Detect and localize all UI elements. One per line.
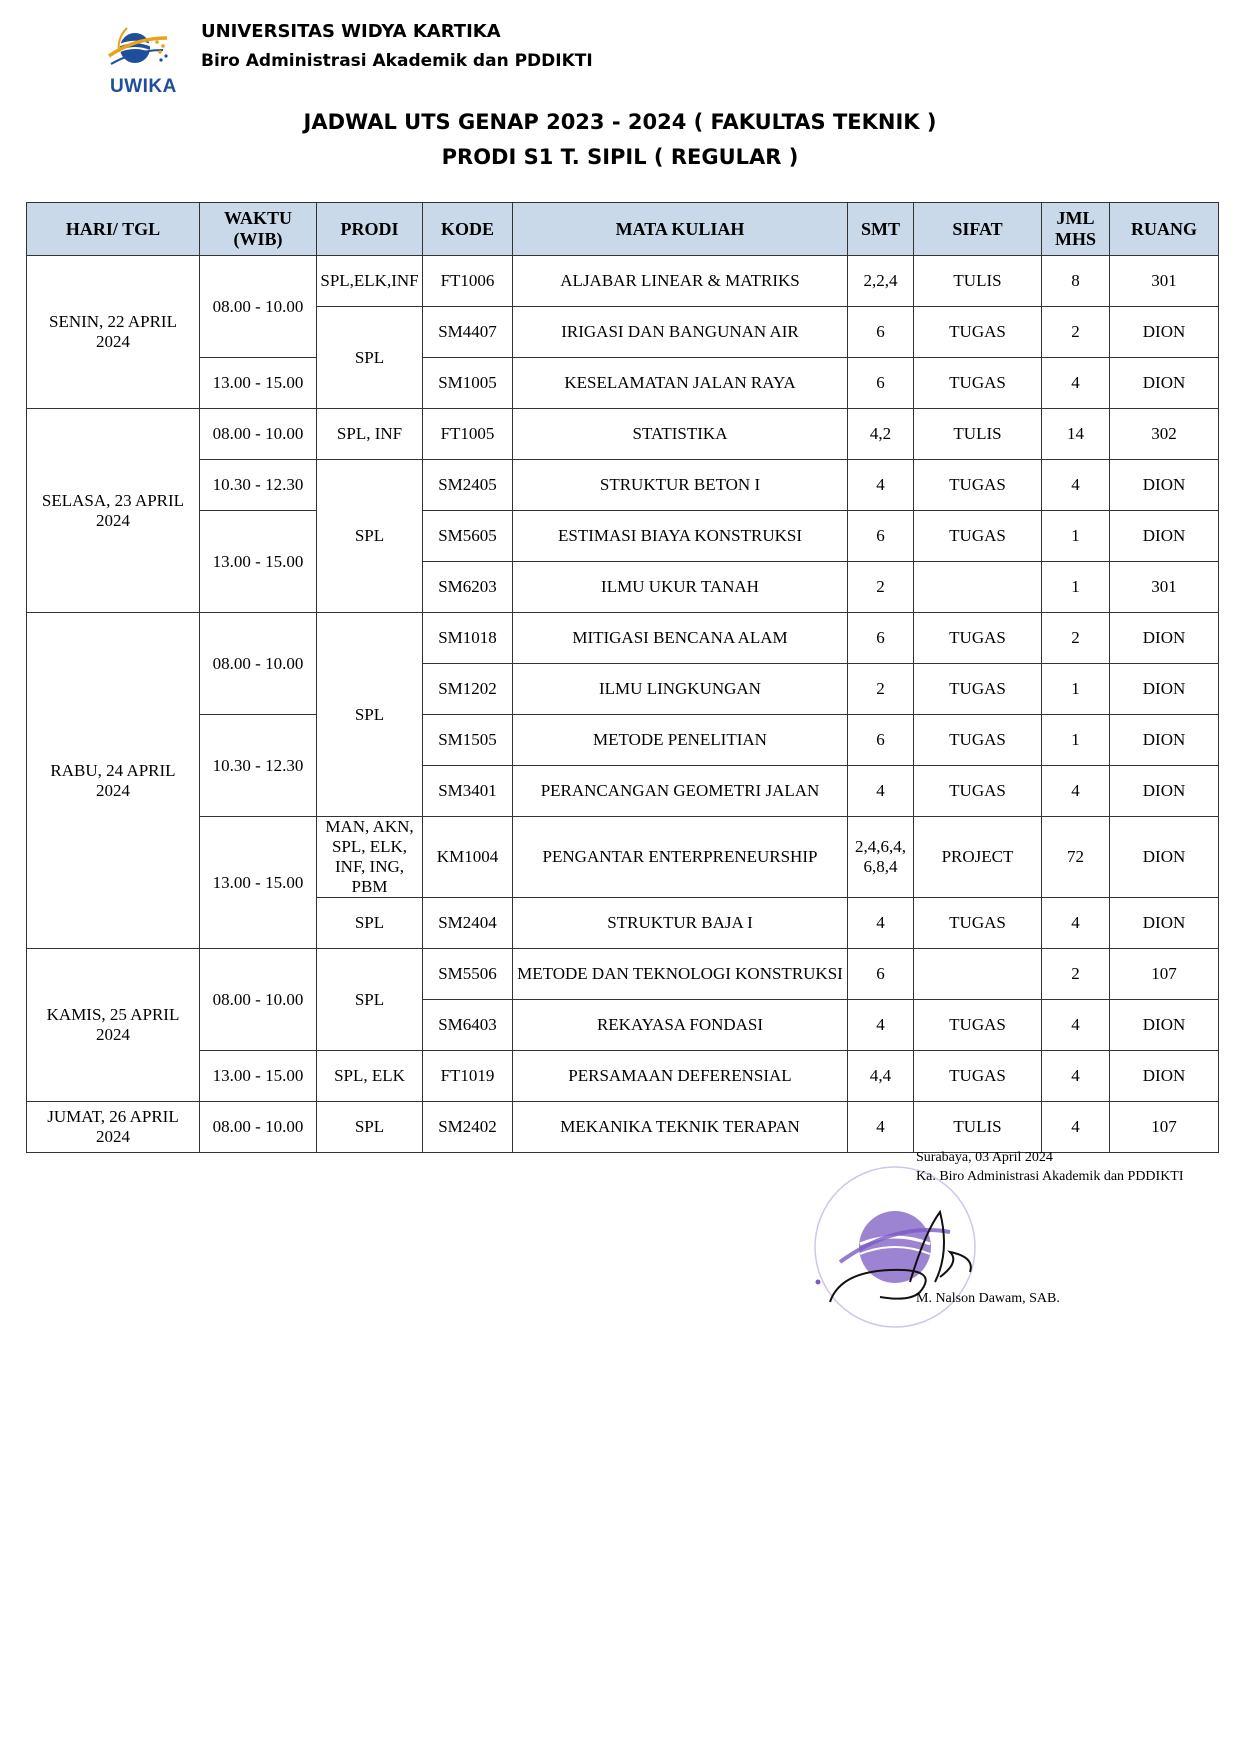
- course-cell: IRIGASI DAN BANGUNAN AIR: [513, 307, 848, 358]
- time-cell: 13.00 - 15.00: [200, 511, 317, 613]
- course-cell: REKAYASA FONDASI: [513, 1000, 848, 1051]
- time-cell: 08.00 - 10.00: [200, 1102, 317, 1153]
- prodi-cell: SPL: [317, 307, 423, 409]
- signature-block: [800, 1140, 1220, 1340]
- kode-cell: KM1004: [423, 817, 513, 898]
- course-cell: STATISTIKA: [513, 409, 848, 460]
- day-cell: [27, 949, 200, 1102]
- ruang-cell: DION: [1110, 1000, 1219, 1051]
- ruang-cell: DION: [1110, 460, 1219, 511]
- table-header-row: [27, 203, 1219, 256]
- course-cell: ESTIMASI BIAYA KONSTRUKSI: [513, 511, 848, 562]
- kode-cell: SM1505: [423, 715, 513, 766]
- smt-cell: 2: [848, 664, 914, 715]
- header-smt: SMT: [848, 203, 914, 256]
- time-cell: 10.30 - 12.30: [200, 715, 317, 817]
- table-row: [27, 256, 1219, 307]
- page-subtitle: PRODI S1 T. SIPIL ( REGULAR ): [441, 145, 799, 169]
- day-label: SENIN, 22 APRIL: [49, 312, 177, 331]
- table-row: [27, 1051, 1219, 1102]
- day-cell: [27, 256, 200, 409]
- header-hari: HARI/ TGL: [27, 203, 200, 256]
- ruang-cell: DION: [1110, 664, 1219, 715]
- ruang-cell: DION: [1110, 817, 1219, 898]
- exam-schedule-table: [26, 202, 1219, 1153]
- day-label: SELASA, 23 APRIL: [41, 490, 185, 510]
- prodi-cell: SPL: [317, 898, 423, 949]
- prodi-cell: SPL: [317, 949, 423, 1051]
- header-waktu: [200, 203, 317, 256]
- jml-cell: 4: [1042, 1102, 1110, 1153]
- header-kode: KODE: [423, 203, 513, 256]
- course-cell: MITIGASI BENCANA ALAM: [513, 613, 848, 664]
- course-cell: ALJABAR LINEAR & MATRIKS: [513, 256, 848, 307]
- sifat-cell: TUGAS: [914, 460, 1042, 511]
- sifat-cell: TUGAS: [914, 715, 1042, 766]
- sifat-cell: TUGAS: [914, 1000, 1042, 1051]
- ruang-cell: DION: [1110, 511, 1219, 562]
- header-ruang: RUANG: [1110, 203, 1219, 256]
- course-cell: METODE PENELITIAN: [513, 715, 848, 766]
- course-cell: PENGANTAR ENTERPRENEURSHIP: [513, 817, 848, 898]
- time-cell: 13.00 - 15.00: [200, 1051, 317, 1102]
- smt-cell: 6: [848, 613, 914, 664]
- day-cell: [27, 409, 200, 613]
- table-row: [27, 817, 1219, 898]
- kode-cell: FT1019: [423, 1051, 513, 1102]
- time-cell: 08.00 - 10.00: [200, 613, 317, 715]
- time-cell: 08.00 - 10.00: [200, 256, 317, 358]
- kode-cell: SM6203: [423, 562, 513, 613]
- smt-cell: 2,4,6,4, 6,8,4: [848, 817, 914, 898]
- table-row: [27, 409, 1219, 460]
- signatory-name: M. Nalson Dawam, SAB.: [916, 1291, 1060, 1306]
- ruang-cell: 301: [1110, 256, 1219, 307]
- day-label: JUMAT, 26 APRIL: [47, 1107, 179, 1126]
- header-prodi: PRODI: [317, 203, 423, 256]
- prodi-cell: SPL: [317, 1102, 423, 1153]
- table-row: [27, 511, 1219, 562]
- table-row: [27, 949, 1219, 1000]
- page-title: JADWAL UTS GENAP 2023 - 2024 ( FAKULTAS TEKNIK ): [303, 110, 937, 134]
- ruang-cell: DION: [1110, 1051, 1219, 1102]
- jml-cell: 1: [1042, 715, 1110, 766]
- smt-cell: 2,2,4: [848, 256, 914, 307]
- prodi-cell: SPL: [317, 460, 423, 613]
- course-cell: PERANCANGAN GEOMETRI JALAN: [513, 766, 848, 817]
- day-year: 2024: [96, 332, 130, 351]
- ruang-cell: DION: [1110, 358, 1219, 409]
- course-cell: METODE DAN TEKNOLOGI KONSTRUKSI: [513, 949, 848, 1000]
- time-cell: 08.00 - 10.00: [200, 409, 317, 460]
- header-jml-line1: JML: [1056, 208, 1095, 228]
- jml-cell: 2: [1042, 613, 1110, 664]
- smt-cell: 4: [848, 460, 914, 511]
- smt-cell: 2: [848, 562, 914, 613]
- header-mata-kuliah: MATA KULIAH: [513, 203, 848, 256]
- kode-cell: SM4407: [423, 307, 513, 358]
- header-waktu-line2: (WIB): [233, 229, 283, 249]
- smt-cell: 6: [848, 715, 914, 766]
- kode-cell: SM1018: [423, 613, 513, 664]
- jml-cell: 4: [1042, 358, 1110, 409]
- jml-cell: 4: [1042, 1000, 1110, 1051]
- sifat-cell: [914, 949, 1042, 1000]
- kode-cell: SM2404: [423, 898, 513, 949]
- table-row: [27, 460, 1219, 511]
- header-sifat: SIFAT: [914, 203, 1042, 256]
- sifat-cell: TUGAS: [914, 613, 1042, 664]
- jml-cell: 4: [1042, 898, 1110, 949]
- smt-cell: 6: [848, 949, 914, 1000]
- logo-text: UWIKA: [110, 76, 177, 97]
- signature-role: Ka. Biro Administrasi Akademik dan PDDIKTI: [916, 1169, 1184, 1184]
- smt-cell: 4: [848, 1000, 914, 1051]
- sifat-cell: TULIS: [914, 409, 1042, 460]
- course-cell: STRUKTUR BAJA I: [513, 898, 848, 949]
- sifat-cell: TUGAS: [914, 664, 1042, 715]
- day-cell: [27, 613, 200, 949]
- table-row: [27, 358, 1219, 409]
- university-name: UNIVERSITAS WIDYA KARTIKA: [201, 21, 501, 42]
- kode-cell: FT1006: [423, 256, 513, 307]
- smt-cell: 4: [848, 1102, 914, 1153]
- time-cell: 13.00 - 15.00: [200, 358, 317, 409]
- sifat-cell: TUGAS: [914, 898, 1042, 949]
- prodi-cell: SPL: [317, 613, 423, 817]
- sifat-cell: TUGAS: [914, 1051, 1042, 1102]
- smt-cell: 6: [848, 358, 914, 409]
- jml-cell: 1: [1042, 511, 1110, 562]
- jml-cell: 1: [1042, 664, 1110, 715]
- jml-cell: 4: [1042, 1051, 1110, 1102]
- sifat-cell: TUGAS: [914, 358, 1042, 409]
- jml-cell: 1: [1042, 562, 1110, 613]
- prodi-cell: SPL, INF: [317, 409, 423, 460]
- jml-cell: 2: [1042, 949, 1110, 1000]
- ruang-cell: 107: [1110, 949, 1219, 1000]
- jml-cell: 14: [1042, 409, 1110, 460]
- course-cell: ILMU UKUR TANAH: [513, 562, 848, 613]
- ruang-cell: DION: [1110, 307, 1219, 358]
- bureau-name: Biro Administrasi Akademik dan PDDIKTI: [201, 51, 593, 71]
- smt-cell: 4: [848, 766, 914, 817]
- ruang-cell: 302: [1110, 409, 1219, 460]
- kode-cell: SM5506: [423, 949, 513, 1000]
- sifat-cell: TULIS: [914, 256, 1042, 307]
- course-cell: PERSAMAAN DEFERENSIAL: [513, 1051, 848, 1102]
- course-cell: KESELAMATAN JALAN RAYA: [513, 358, 848, 409]
- day-year: 2024: [96, 510, 130, 530]
- table-row: [27, 715, 1219, 766]
- time-cell: 13.00 - 15.00: [200, 817, 317, 949]
- jml-cell: 2: [1042, 307, 1110, 358]
- day-year: 2024: [96, 1025, 130, 1044]
- sifat-cell: PROJECT: [914, 817, 1042, 898]
- course-cell: MEKANIKA TEKNIK TERAPAN: [513, 1102, 848, 1153]
- kode-cell: SM6403: [423, 1000, 513, 1051]
- header-waktu-line1: WAKTU: [223, 208, 292, 228]
- sifat-cell: TUGAS: [914, 766, 1042, 817]
- sifat-cell: [914, 562, 1042, 613]
- smt-cell: 4: [848, 898, 914, 949]
- ruang-cell: 107: [1110, 1102, 1219, 1153]
- header-jml: [1042, 203, 1110, 256]
- course-cell: ILMU LINGKUNGAN: [513, 664, 848, 715]
- day-label: KAMIS, 25 APRIL: [46, 1005, 180, 1024]
- jml-cell: 4: [1042, 460, 1110, 511]
- day-year: 2024: [96, 780, 130, 800]
- sifat-cell: TULIS: [914, 1102, 1042, 1153]
- ruang-cell: DION: [1110, 766, 1219, 817]
- ruang-cell: 301: [1110, 562, 1219, 613]
- prodi-cell: SPL,ELK,INF: [317, 256, 423, 307]
- sifat-cell: TUGAS: [914, 307, 1042, 358]
- smt-cell: 4,4: [848, 1051, 914, 1102]
- table-row: [27, 613, 1219, 664]
- smt-cell: 6: [848, 511, 914, 562]
- kode-cell: SM2405: [423, 460, 513, 511]
- signature-city-date: Surabaya, 03 April 2024: [916, 1150, 1053, 1165]
- smt-cell: 6: [848, 307, 914, 358]
- jml-cell: 72: [1042, 817, 1110, 898]
- ruang-cell: DION: [1110, 613, 1219, 664]
- kode-cell: FT1005: [423, 409, 513, 460]
- header-jml-line2: MHS: [1054, 229, 1096, 249]
- day-label: RABU, 24 APRIL: [50, 760, 176, 780]
- prodi-cell: SPL, ELK: [317, 1051, 423, 1102]
- kode-cell: SM5605: [423, 511, 513, 562]
- prodi-cell: MAN, AKN, SPL, ELK, INF, ING, PBM: [317, 817, 423, 898]
- kode-cell: SM3401: [423, 766, 513, 817]
- day-year: 2024: [96, 1127, 130, 1146]
- kode-cell: SM1005: [423, 358, 513, 409]
- kode-cell: SM1202: [423, 664, 513, 715]
- jml-cell: 4: [1042, 766, 1110, 817]
- day-cell: [27, 1102, 200, 1153]
- course-cell: STRUKTUR BETON I: [513, 460, 848, 511]
- sifat-cell: TUGAS: [914, 511, 1042, 562]
- time-cell: 10.30 - 12.30: [200, 460, 317, 511]
- kode-cell: SM2402: [423, 1102, 513, 1153]
- time-cell: 08.00 - 10.00: [200, 949, 317, 1051]
- ruang-cell: DION: [1110, 898, 1219, 949]
- ruang-cell: DION: [1110, 715, 1219, 766]
- letterhead: [105, 18, 805, 98]
- jml-cell: 8: [1042, 256, 1110, 307]
- smt-cell: 4,2: [848, 409, 914, 460]
